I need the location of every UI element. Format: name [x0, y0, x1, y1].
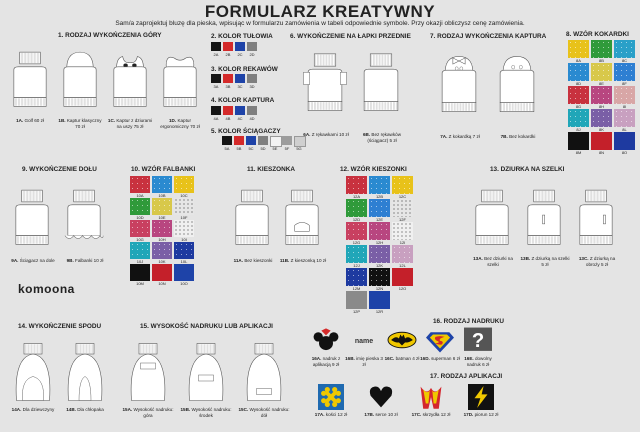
- pattern-tile-label: 8B: [599, 58, 604, 63]
- pattern-tile-label: 8F: [622, 81, 627, 86]
- section-3-title: 3. KOLOR REKAWÓW: [211, 66, 278, 73]
- brand-logo: komoona: [18, 282, 75, 296]
- swatch-4b[interactable]: [223, 106, 233, 115]
- pattern-tile-8g[interactable]: [568, 86, 589, 104]
- swatch-4a[interactable]: [211, 106, 221, 115]
- wings-icon: [418, 384, 444, 410]
- underside-option-14a-illustration: [10, 342, 56, 402]
- superman-icon: [424, 326, 456, 354]
- pattern-tile-10n[interactable]: [152, 264, 172, 281]
- pattern-tile-12g[interactable]: [346, 222, 367, 240]
- heart-icon: [368, 384, 394, 410]
- pattern-tile-label: 12G: [352, 240, 361, 245]
- swatch-2d[interactable]: [247, 42, 257, 51]
- pattern-tile-12h[interactable]: [369, 222, 390, 240]
- section-15-title: 15. WYSOKOŚĆ NADRUKU LUB APLIKACJI: [140, 323, 273, 330]
- harness-option-13b-illustration: [522, 184, 566, 252]
- underside-option-14a-caption: 14A. Dla dziewczyny: [11, 407, 55, 412]
- pocket-option-11a-caption: 11A. Bez kieszonki: [233, 258, 273, 263]
- swatch-label: 5E: [272, 146, 278, 151]
- section-10-title: 10. WZÓR FALBANKI: [131, 166, 196, 173]
- pattern-tile-label: 8E: [599, 81, 604, 86]
- pattern-tile-label: 12O: [398, 286, 407, 291]
- applique-option-17b-caption: 17B. serce 10 zł: [364, 412, 398, 417]
- pattern-tile-label: 8N: [598, 150, 605, 155]
- print-height-option-15c-caption: 15C. Wysokość nadruku: dół: [238, 407, 290, 418]
- print-height-option-15a-caption: 15A. Wysokość nadruku: góra: [122, 407, 174, 418]
- pattern-tile-8h[interactable]: [591, 86, 612, 104]
- section-4-title: 4. KOLOR KAPTURA: [211, 97, 275, 104]
- section-9-title: 9. WYKOŃCZENIE DOŁU: [22, 166, 97, 173]
- pattern-tile-label: 10N: [158, 281, 166, 286]
- pattern-tile-12c[interactable]: [392, 176, 413, 194]
- swatch-5a[interactable]: [222, 136, 232, 145]
- swatch-3b[interactable]: [223, 74, 233, 83]
- swatch-label: 5D: [260, 146, 266, 151]
- pattern-tile-10a[interactable]: [130, 176, 150, 193]
- pattern-tile-label: 10I: [181, 237, 187, 242]
- swatch-label: 4B: [225, 116, 231, 121]
- harness-option-13b-caption: 13B. Z dziurką na szelki 5 zł: [520, 256, 570, 267]
- swatch-4d[interactable]: [247, 106, 257, 115]
- swatch-5b[interactable]: [234, 136, 244, 145]
- pattern-tile-label: 8I: [622, 104, 627, 109]
- pattern-tile-label: 12B: [375, 194, 384, 199]
- pattern-tile-label: 10K: [158, 259, 166, 264]
- pattern-tile-12a[interactable]: [346, 176, 367, 194]
- pocket-option-11b-illustration: [280, 186, 324, 250]
- swatch-label: 5C: [248, 146, 254, 151]
- pattern-tile-8m[interactable]: [568, 132, 589, 150]
- page-subtitle: Sam/a zaprojektuj bluzę dla pieska, wpisując w formularzu zamówienia w tabeli odpowiednie symbole. Przy okazji obliczysz cenę zamówienia.: [115, 20, 525, 27]
- top-option-1a-illustration: [8, 50, 52, 110]
- pattern-tile-label: 8G: [575, 104, 582, 109]
- pattern-tile-12k[interactable]: [369, 245, 390, 263]
- swatch-label: 2A: [213, 52, 219, 57]
- section-2-title: 2. KOLOR TUŁOWIA: [211, 33, 273, 40]
- section-14-title: 14. WYKOŃCZENIE SPODU: [18, 323, 102, 330]
- applique-option-17c-caption: 17C. skrzydła 12 zł: [411, 412, 451, 417]
- bone-icon: [318, 384, 344, 410]
- print-option-16e-caption: 16E. dowolny nadruk 6 zł: [464, 356, 492, 367]
- section-8-title: 8. WZÓR KOKARDKI: [566, 31, 629, 38]
- pattern-tile-12r[interactable]: [369, 291, 390, 309]
- swatch-label: 4A: [213, 116, 219, 121]
- pattern-tile-label: 12H: [375, 240, 384, 245]
- section-16-title: 16. RODZAJ NADRUKU: [433, 318, 505, 325]
- pattern-tile-label: 12P: [352, 309, 361, 314]
- underside-option-14b-caption: 14B. Dla chłopaka: [66, 407, 104, 412]
- hood-option-7a-illustration: [436, 44, 482, 124]
- pattern-tile-label: 12J: [353, 263, 360, 268]
- pattern-tile-12m[interactable]: [346, 268, 367, 286]
- section-13-title: 13. DZIURKA NA SZELKI: [490, 166, 565, 173]
- swatch-label: 5G: [296, 146, 302, 151]
- svg-text:?: ?: [471, 330, 485, 352]
- section-6-title: 6. WYKOŃCZENIE NA ŁAPKI PRZEDNIE: [290, 33, 411, 40]
- mouse-ears-icon: [310, 326, 342, 354]
- swatch-5d[interactable]: [258, 136, 268, 145]
- pattern-tile-label: 12C: [398, 194, 407, 199]
- section-5-title: 5. KOLOR ŚCIĄGACZY: [211, 128, 281, 135]
- swatch-2a[interactable]: [211, 42, 221, 51]
- pattern-tile-8n[interactable]: [591, 132, 612, 150]
- swatch-label: 4C: [237, 116, 243, 121]
- pattern-tile-label: 10D: [136, 215, 144, 220]
- bottom-option-9b-illustration: [62, 186, 106, 250]
- pattern-tile-12b[interactable]: [369, 176, 390, 194]
- pattern-tile-label: 10M: [136, 281, 144, 286]
- pattern-tile-label: 12M: [352, 286, 361, 291]
- question-mark-icon: [462, 326, 494, 354]
- paws-option-6b-illustration: [358, 48, 404, 118]
- section-1-title: 1. RODZAJ WYKOŃCZENIA GÓRY: [58, 32, 162, 39]
- svg-text:name: name: [354, 338, 374, 346]
- pattern-tile-8l[interactable]: [614, 109, 635, 127]
- pattern-tile-label: 10H: [158, 237, 166, 242]
- swatch-3a[interactable]: [211, 74, 221, 83]
- pattern-tile-label: 8C: [621, 58, 628, 63]
- pattern-tile-label: 8K: [599, 127, 604, 132]
- swatch-label: 3A: [213, 84, 219, 89]
- pattern-tile-12n[interactable]: [369, 268, 390, 286]
- pattern-tile-8f[interactable]: [614, 63, 635, 81]
- pattern-tile-8a[interactable]: [568, 40, 589, 58]
- pattern-tile-8o[interactable]: [614, 132, 635, 150]
- print-option-16c-caption: 16C. batman 4 zł: [384, 356, 420, 361]
- hood-option-7b-caption: 7B. Bez kokardki: [500, 134, 536, 139]
- pattern-tile-8b[interactable]: [591, 40, 612, 58]
- top-option-1c-caption: 1C. Kaptur z dziurami na uszy 75 zł: [107, 118, 153, 129]
- pattern-tile-10k[interactable]: [152, 242, 172, 259]
- pattern-tile-label: 10G: [136, 237, 144, 242]
- print-option-16b-caption: 16B. imię pieska 3 zł: [345, 356, 383, 367]
- pattern-tile-10e[interactable]: [152, 198, 172, 215]
- pocket-option-11b-caption: 11B. Z kieszonką 10 zł: [279, 258, 327, 263]
- pattern-tile-label: 8A: [576, 58, 581, 63]
- swatch-3d[interactable]: [247, 74, 257, 83]
- page-title: FORMULARZ KREATYWNY: [204, 2, 436, 21]
- pattern-tile-label: 10B: [158, 193, 166, 198]
- bottom-option-9b-caption: 9B. Falbanki 10 zł: [66, 258, 104, 263]
- swatch-label: 3B: [225, 84, 231, 89]
- pocket-option-11a-illustration: [230, 186, 274, 250]
- applique-option-17d-caption: 17D. piorun 12 zł: [463, 412, 499, 417]
- pattern-tile-8e[interactable]: [591, 63, 612, 81]
- section-12-title: 12. WZÓR KIESZONKI: [340, 166, 407, 173]
- pattern-tile-8k[interactable]: [591, 109, 612, 127]
- pattern-tile-10g[interactable]: [130, 220, 150, 237]
- pattern-tile-label: 12K: [375, 263, 384, 268]
- pattern-tile-label: 10E: [158, 215, 166, 220]
- section-17-title: 17. RODZAJ APLIKACJI: [430, 373, 503, 380]
- pattern-tile-10j[interactable]: [130, 242, 150, 259]
- batman-icon: [386, 326, 418, 354]
- swatch-label: 5F: [284, 146, 290, 151]
- top-option-1b-caption: 1B. Kaptur klasyczny 70 zł: [58, 118, 102, 129]
- top-option-1b-illustration: [58, 50, 102, 110]
- pattern-tile-8c[interactable]: [614, 40, 635, 58]
- pattern-tile-label: 8L: [622, 127, 627, 132]
- print-height-option-15b-caption: 15B. Wysokość nadruku: środek: [180, 407, 232, 418]
- pattern-tile-label: 12L: [399, 263, 406, 268]
- print-height-option-15c-illustration: [240, 342, 288, 402]
- harness-option-13c-illustration: [574, 184, 618, 252]
- swatch-4c[interactable]: [235, 106, 245, 115]
- section-11-title: 11. KIESZONKA: [247, 166, 295, 173]
- swatch-3c[interactable]: [235, 74, 245, 83]
- paws-option-6b-caption: 6B. Bez rękawków (ściągacz) 5 zł: [362, 132, 402, 143]
- pattern-tile-12o[interactable]: [392, 268, 413, 286]
- pattern-tile-10i[interactable]: [174, 220, 194, 237]
- print-height-option-15b-illustration: [182, 342, 230, 402]
- pattern-tile-8i[interactable]: [614, 86, 635, 104]
- pattern-tile-label: 10J: [136, 259, 144, 264]
- swatch-5c[interactable]: [246, 136, 256, 145]
- pattern-tile-label: 12D: [352, 217, 361, 222]
- print-height-option-15a-illustration: [124, 342, 172, 402]
- swatch-label: 2C: [237, 52, 243, 57]
- pattern-tile-label: 12I: [399, 240, 406, 245]
- print-option-16d-caption: 16D. superman 6 zł: [420, 356, 460, 361]
- bottom-option-9a-illustration: [10, 186, 54, 250]
- swatch-5f[interactable]: [282, 136, 292, 145]
- pattern-tile-10l[interactable]: [174, 242, 194, 259]
- pattern-tile-10c[interactable]: [174, 176, 194, 193]
- pattern-tile-10d[interactable]: [130, 198, 150, 215]
- pattern-tile-label: 12R: [375, 309, 384, 314]
- pattern-tile-8j[interactable]: [568, 109, 589, 127]
- pattern-tile-12d[interactable]: [346, 199, 367, 217]
- pattern-tile-label: 12N: [375, 286, 384, 291]
- pattern-tile-10b[interactable]: [152, 176, 172, 193]
- swatch-2b[interactable]: [223, 42, 233, 51]
- harness-option-13a-illustration: [470, 184, 514, 252]
- section-7-title: 7. RODZAJ WYKOŃCZENIA KAPTURA: [430, 33, 547, 40]
- pattern-tile-label: 8M: [575, 150, 582, 155]
- pattern-tile-label: 10L: [180, 259, 188, 264]
- pattern-tile-label: 8J: [576, 127, 581, 132]
- pattern-tile-label: 8D: [575, 81, 582, 86]
- swatch-label: 3C: [237, 84, 243, 89]
- pattern-tile-8d[interactable]: [568, 63, 589, 81]
- top-option-1c-illustration: [108, 50, 152, 110]
- applique-option-17a-caption: 17A. kości 12 zł: [314, 412, 348, 417]
- paws-option-6a-illustration: [302, 48, 348, 118]
- pattern-tile-12f[interactable]: [392, 199, 413, 217]
- paws-option-6a-caption: 6A. Z rękawkami 10 zł: [303, 132, 349, 137]
- lightning-icon: [468, 384, 494, 410]
- swatch-label: 3D: [249, 84, 255, 89]
- pattern-tile-label: 8O: [621, 150, 628, 155]
- harness-option-13a-caption: 13A. Bez dziurki na szelki: [473, 256, 513, 267]
- underside-option-14b-illustration: [62, 342, 108, 402]
- pattern-tile-label: 12F: [399, 217, 406, 222]
- swatch-2c[interactable]: [235, 42, 245, 51]
- hood-option-7b-illustration: [494, 44, 540, 124]
- pattern-tile-10f[interactable]: [174, 198, 194, 215]
- pattern-tile-10m[interactable]: [130, 264, 150, 281]
- print-option-16a-caption: 16A. nadruk z aplikacją 9 zł: [311, 356, 341, 367]
- pattern-tile-label: 10C: [180, 193, 188, 198]
- pattern-tile-12e[interactable]: [369, 199, 390, 217]
- harness-option-13c-caption: 13C. Z dziurką na obroży 5 zł: [578, 256, 616, 267]
- pattern-tile-label: 8H: [598, 104, 605, 109]
- bottom-option-9a-caption: 9A. Ściągacz na dole: [11, 258, 55, 263]
- pattern-tile-12p[interactable]: [346, 291, 367, 309]
- pattern-tile-12l[interactable]: [392, 245, 413, 263]
- top-option-1d-illustration: [158, 50, 202, 110]
- pattern-tile-label: 10F: [180, 215, 188, 220]
- pattern-tile-label: 10O: [180, 281, 188, 286]
- pattern-tile-10o[interactable]: [174, 264, 194, 281]
- top-option-1d-caption: 1D. Kaptur ergonomiczny 70 zł: [160, 118, 200, 129]
- pattern-tile-10h[interactable]: [152, 220, 172, 237]
- pattern-tile-12i[interactable]: [392, 222, 413, 240]
- top-option-1a-caption: 1A. Golf 60 zł: [16, 118, 44, 123]
- name-print-icon: [348, 326, 380, 354]
- swatch-label: 2D: [249, 52, 255, 57]
- pattern-tile-label: 12A: [352, 194, 361, 199]
- swatch-label: 5A: [224, 146, 230, 151]
- swatch-label: 4D: [249, 116, 255, 121]
- hood-option-7a-caption: 7A. Z kokardką 7 zł: [440, 134, 480, 139]
- swatch-label: 5B: [236, 146, 242, 151]
- pattern-tile-label: 12E: [375, 217, 384, 222]
- pattern-tile-12j[interactable]: [346, 245, 367, 263]
- swatch-label: 2B: [225, 52, 231, 57]
- pattern-tile-label: 10A: [136, 193, 144, 198]
